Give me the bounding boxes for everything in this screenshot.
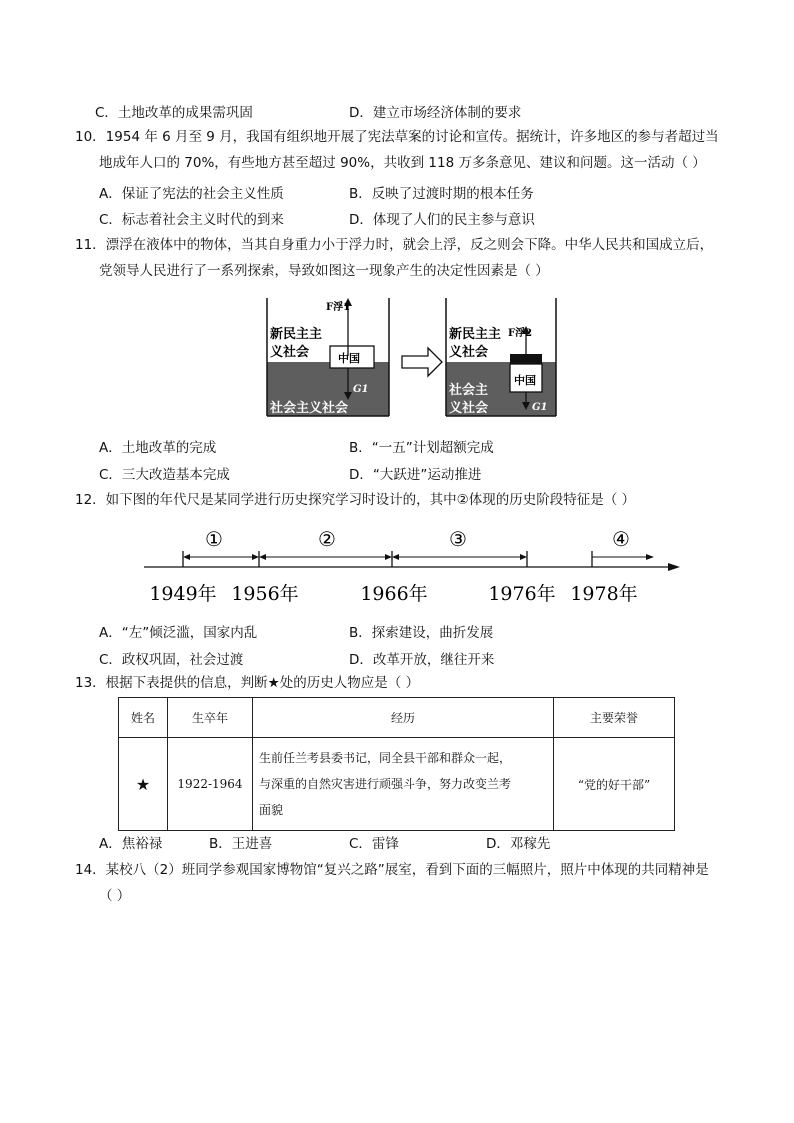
right-force-up-label: F浮2 — [508, 328, 533, 339]
q13-option-d: D．邓稼先 — [486, 836, 551, 852]
right-label-top-1: 新民主主 — [449, 327, 502, 342]
q13-option-c: C．雷锋 — [349, 836, 399, 852]
q12-stem: 12．如下图的年代尺是某同学进行历史探究学习时设计的，其中②体现的历史阶段特征是（ ） — [75, 492, 636, 508]
year-label-1949: 1949年 — [149, 583, 217, 605]
experience-line-1: 生前任兰考县委书记，同全县干部和群众一起， — [259, 751, 512, 765]
cell-experience — [253, 738, 554, 831]
q12-option-b: B．探索建设，曲折发展 — [349, 625, 494, 641]
year-label-1976: 1976年 — [488, 583, 556, 605]
q10-option-b: B．反映了过渡时期的根本任务 — [349, 186, 534, 202]
q11-option-c: C．三大改造基本完成 — [99, 467, 230, 483]
left-label-top-2: 义社会 — [270, 345, 310, 360]
q13-info-table — [118, 697, 675, 831]
q12-option-c: C．政权巩固，社会过渡 — [99, 652, 244, 668]
right-china-box-label: 中国 — [514, 374, 536, 387]
left-force-up-label: F浮1 — [326, 302, 351, 313]
left-gravity-label: G1 — [353, 384, 369, 395]
q13-option-a: A．焦裕禄 — [99, 836, 163, 852]
q9-option-c: C．土地改革的成果需巩固 — [95, 105, 253, 121]
q11-option-d: D．“大跃进”运动推进 — [349, 467, 482, 483]
table-row — [119, 738, 675, 831]
q12-option-d: D．改革开放，继往开来 — [349, 652, 495, 668]
q13-stem: 13．根据下表提供的信息，判断★处的历史人物应是（ ） — [75, 675, 420, 691]
cell-honor: “党的好干部” — [554, 738, 675, 831]
left-label-top-1: 新民主主 — [270, 327, 323, 342]
right-gravity-label: G1 — [532, 402, 548, 413]
timeline-ruler — [140, 518, 685, 608]
q10-stem-line1: 10．1954 年 6 月至 9 月，我国有组织地开展了宪法草案的讨论和宣传。据统计，许多地区的参与者超过当 — [75, 129, 719, 145]
left-china-box-label: 中国 — [338, 352, 360, 365]
right-label-bottom-1: 社会主 — [449, 383, 489, 398]
q10-option-a: A．保证了宪法的社会主义性质 — [99, 186, 284, 202]
table-header-row — [119, 698, 675, 738]
experience-line-2: 与深重的自然灾害进行顽强斗争，努力改变兰考 — [259, 777, 512, 791]
q12-option-a: A．“左”倾泛滥，国家内乱 — [99, 625, 258, 641]
q14-stem-line2: （ ） — [99, 888, 131, 904]
period-3-label: ③ — [449, 527, 467, 551]
right-label-bottom-2: 义社会 — [449, 401, 489, 416]
left-label-bottom: 社会主义社会 — [270, 401, 349, 416]
q10-option-c: C．标志着社会主义时代的到来 — [99, 212, 284, 228]
q10-option-d: D．体现了人们的民主参与意识 — [349, 212, 535, 228]
header-name: 姓名 — [119, 698, 168, 738]
period-2-label: ② — [318, 527, 336, 551]
q9-option-d: D．建立市场经济体制的要求 — [349, 105, 522, 121]
cell-name-star: ★ — [119, 738, 168, 831]
right-label-top-2: 义社会 — [449, 345, 489, 360]
year-label-1966: 1966年 — [360, 583, 428, 605]
header-experience: 经历 — [253, 698, 554, 738]
experience-line-3: 面貌 — [259, 803, 284, 817]
header-honor: 主要荣誉 — [554, 698, 675, 738]
cell-years: 1922-1964 — [168, 738, 253, 831]
period-4-label: ④ — [612, 527, 630, 551]
year-label-1978: 1978年 — [570, 583, 638, 605]
q11-option-b: B．“一五”计划超额完成 — [349, 440, 494, 456]
q14-stem-line1: 14．某校八（2）班同学参观国家博物馆“复兴之路”展室，看到下面的三幅照片，照片中体现的共同精神是 — [75, 862, 709, 878]
q11-stem-line2: 党领导人民进行了一系列探索，导致如图这一现象产生的决定性因素是（ ） — [99, 263, 549, 279]
buoyancy-figure — [262, 296, 562, 418]
q10-stem-line2: 地成年人口的 70%，有些地方甚至超过 90%，共收到 118 万多条意见、建议和问题。这一活动（ ） — [99, 155, 706, 171]
q11-option-a: A．土地改革的完成 — [99, 440, 217, 456]
header-years: 生卒年 — [168, 698, 253, 738]
period-1-label: ① — [205, 527, 223, 551]
transition-arrow-icon — [402, 348, 442, 376]
year-label-1956: 1956年 — [231, 583, 299, 605]
q11-stem-line1: 11．漂浮在液体中的物体，当其自身重力小于浮力时，就会上浮，反之则会下降。中华人民共和国成立后， — [75, 237, 714, 253]
q13-option-b: B．王进喜 — [209, 836, 273, 852]
